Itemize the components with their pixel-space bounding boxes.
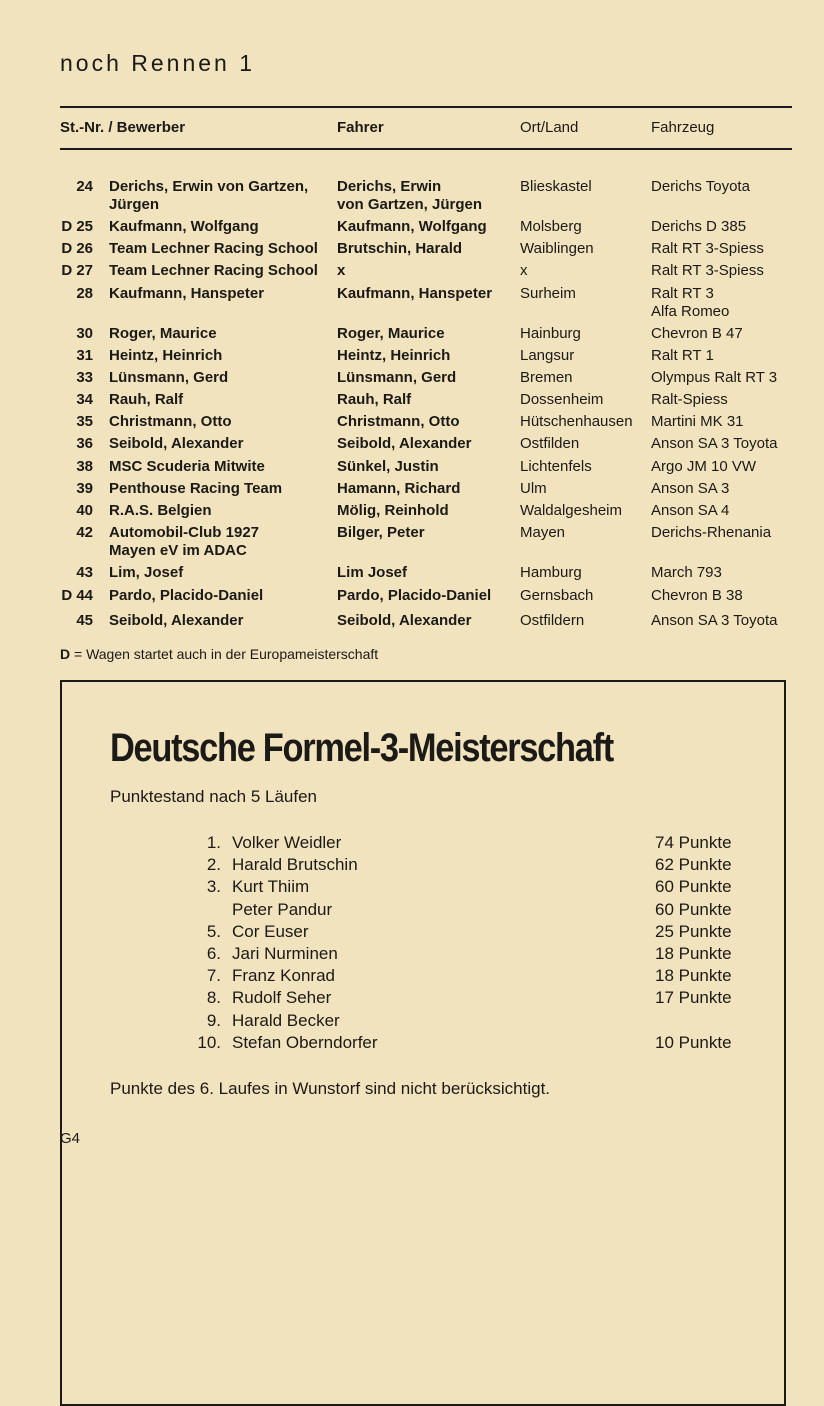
start-number: 35 [76, 413, 93, 430]
location-cell: Hütschenhausen [520, 413, 633, 430]
vehicle-cell [651, 612, 801, 630]
entrant-cell [109, 587, 337, 605]
vehicle-cell [651, 587, 801, 605]
entrant-cell [109, 612, 337, 630]
page-number: G4 [60, 1130, 81, 1147]
start-number: 36 [76, 435, 93, 452]
location-cell: Ostfildern [520, 612, 585, 629]
vehicle-cell [651, 347, 801, 365]
driver-line: Heintz, Heinrich [337, 347, 451, 364]
standing-position: 3. [206, 877, 221, 897]
location-cell: Ostfilden [520, 435, 580, 452]
vehicle-cell [651, 325, 801, 343]
driver-cell [337, 524, 517, 542]
standing-position: 5. [206, 921, 221, 941]
vehicle-cell [651, 458, 801, 476]
start-number: D 27 [61, 262, 93, 279]
vehicle-line: Martini MK 31 [651, 413, 744, 430]
entrant-cell [109, 564, 337, 582]
standing-points: 25 Punkte [655, 921, 732, 941]
start-number: 31 [76, 347, 93, 364]
entrant-line: Seibold, Alexander [109, 612, 244, 629]
entrant-cell [109, 347, 337, 365]
entrant-line: Lünsmann, Gerd [109, 369, 229, 386]
vehicle-cell [651, 413, 801, 431]
entrant-line: MSC Scuderia Mitwite [109, 458, 265, 475]
entrant-cell [109, 285, 337, 303]
page-heading: noch Rennen 1 [60, 50, 256, 76]
start-number: D 25 [61, 218, 93, 235]
entrant-line: Pardo, Placido-Daniel [109, 587, 264, 604]
driver-line: Christmann, Otto [337, 413, 460, 430]
vehicle-cell [651, 435, 801, 453]
entrant-cell [109, 524, 337, 560]
entrant-cell [109, 262, 337, 280]
vehicle-line: Ralt-Spiess [651, 391, 728, 408]
location-cell: Bremen [520, 369, 573, 386]
entrant-cell [109, 480, 337, 498]
driver-line: von Gartzen, Jürgen [337, 196, 483, 213]
start-number: 43 [76, 564, 93, 581]
location-cell: Mayen [520, 524, 566, 541]
driver-cell [337, 325, 517, 343]
start-number: 30 [76, 325, 93, 342]
location-cell: Waldalgesheim [520, 502, 622, 519]
vehicle-cell [651, 480, 801, 498]
start-number: 42 [76, 524, 93, 541]
driver-line: Hamann, Richard [337, 480, 461, 497]
driver-cell [337, 391, 517, 409]
driver-line: Mölig, Reinhold [337, 502, 449, 519]
standing-position: 10. [197, 1032, 221, 1052]
vehicle-line: Anson SA 3 Toyota [651, 612, 778, 629]
driver-cell [337, 262, 517, 280]
entrant-line: Lim, Josef [109, 564, 184, 581]
header-ort: Ort/Land [520, 119, 579, 136]
entrant-line: Rauh, Ralf [109, 391, 184, 408]
standing-position: 1. [206, 833, 221, 852]
standing-driver: Stefan Oberndorfer [232, 1032, 378, 1052]
driver-cell [337, 347, 517, 365]
vehicle-line: March 793 [651, 564, 722, 581]
driver-cell [337, 413, 517, 431]
start-number: 33 [76, 369, 93, 386]
driver-line: Brutschin, Harald [337, 240, 463, 257]
standing-driver: Jari Nurminen [232, 944, 338, 963]
footnote-text: = Wagen startet auch in der Europameisterschaft [74, 646, 379, 662]
entrant-line: Heintz, Heinrich [109, 347, 223, 364]
vehicle-cell [651, 502, 801, 520]
driver-cell [337, 369, 517, 387]
standing-points: 62 Punkte [655, 855, 732, 875]
driver-line: Rauh, Ralf [337, 391, 412, 408]
header-fahrer: Fahrer [337, 119, 384, 136]
location-cell: x [520, 262, 528, 279]
standing-position: 9. [206, 1010, 221, 1030]
location-cell: Hamburg [520, 564, 582, 581]
vehicle-line: Derichs Toyota [651, 178, 750, 195]
standing-position: 8. [206, 988, 221, 1008]
standing-position: 7. [206, 966, 221, 986]
driver-cell [337, 218, 517, 236]
entrant-cell [109, 502, 337, 520]
entrant-cell [109, 391, 337, 409]
entrant-line: Roger, Maurice [109, 325, 217, 342]
driver-line: Lünsmann, Gerd [337, 369, 457, 386]
vehicle-line: Ralt RT 1 [651, 347, 714, 364]
location-cell: Langsur [520, 347, 575, 364]
standing-position: 6. [206, 944, 221, 963]
location-cell: Hainburg [520, 325, 581, 342]
entrant-line: Kaufmann, Hanspeter [109, 285, 265, 302]
driver-line: Kaufmann, Wolfgang [337, 218, 487, 235]
start-number: D 26 [61, 240, 93, 257]
driver-line: x [337, 262, 346, 279]
driver-line: Sünkel, Justin [337, 458, 439, 475]
driver-line: Pardo, Placido-Daniel [337, 587, 492, 604]
standing-driver: Franz Konrad [232, 966, 335, 986]
entrant-line: Penthouse Racing Team [109, 480, 283, 497]
entrant-line: Seibold, Alexander [109, 435, 244, 452]
vehicle-line: Anson SA 3 [651, 480, 730, 497]
vehicle-cell [651, 391, 801, 409]
footnote-letter: D [60, 646, 71, 662]
driver-cell [337, 285, 517, 303]
table-top-rule [60, 106, 792, 108]
driver-line: Seibold, Alexander [337, 612, 472, 629]
standing-driver: Harald Becker [232, 1010, 340, 1030]
driver-cell [337, 564, 517, 582]
standing-driver: Harald Brutschin [232, 855, 358, 875]
location-cell: Dossenheim [520, 391, 604, 408]
standing-points: 74 Punkte [655, 833, 732, 852]
vehicle-line: Derichs D 385 [651, 218, 747, 235]
vehicle-cell [651, 262, 801, 280]
standing-driver: Kurt Thiim [232, 877, 310, 897]
driver-cell [337, 178, 517, 214]
vehicle-line: Anson SA 4 [651, 502, 730, 519]
entrant-line: Kaufmann, Wolfgang [109, 218, 259, 235]
entrant-cell [109, 325, 337, 343]
standing-points: 17 Punkte [655, 988, 732, 1008]
vehicle-cell [651, 218, 801, 236]
entrant-cell [109, 240, 337, 258]
table-header-rule [60, 148, 792, 150]
standing-driver: Cor Euser [232, 921, 309, 941]
championship-title: Deutsche Formel-3-Meisterschaft [110, 726, 613, 770]
vehicle-cell [651, 524, 801, 542]
entrant-cell [109, 435, 337, 453]
standing-points: 18 Punkte [655, 966, 732, 986]
vehicle-cell [651, 285, 801, 321]
standing-points: 60 Punkte [655, 877, 732, 897]
vehicle-line: Anson SA 3 Toyota [651, 435, 778, 452]
vehicle-line: Chevron B 38 [651, 587, 743, 604]
driver-line: Lim Josef [337, 564, 408, 581]
entrant-cell [109, 458, 337, 476]
location-cell: Molsberg [520, 218, 582, 235]
vehicle-line: Derichs-Rhenania [651, 524, 772, 541]
standing-points: 18 Punkte [655, 944, 732, 963]
start-number: 38 [76, 458, 93, 475]
driver-cell [337, 458, 517, 476]
standing-points: 60 Punkte [655, 899, 732, 919]
driver-line: Roger, Maurice [337, 325, 445, 342]
driver-line: Kaufmann, Hanspeter [337, 285, 493, 302]
vehicle-line: Ralt RT 3-Spiess [651, 240, 764, 257]
start-number: D 44 [61, 587, 93, 604]
start-number: 40 [76, 502, 93, 519]
entrant-cell [109, 218, 337, 236]
vehicle-line: Alfa Romeo [651, 303, 730, 320]
driver-cell [337, 240, 517, 258]
driver-cell [337, 587, 517, 605]
vehicle-line: Argo JM 10 VW [651, 458, 757, 475]
driver-line: Derichs, Erwin [337, 178, 442, 195]
entrant-line: Derichs, Erwin von Gartzen, [109, 178, 309, 195]
location-cell: Surheim [520, 285, 576, 302]
location-cell: Waiblingen [520, 240, 594, 257]
championship-note: Punkte des 6. Laufes in Wunstorf sind nicht berücksichtigt. [110, 1079, 551, 1098]
location-cell: Lichtenfels [520, 458, 592, 475]
entrant-line: R.A.S. Belgien [109, 502, 212, 519]
entrant-line: Team Lechner Racing School [109, 262, 318, 279]
location-cell: Blieskastel [520, 178, 592, 195]
entrant-cell [109, 178, 337, 214]
entrant-cell [109, 369, 337, 387]
championship-subtitle: Punktestand nach 5 Läufen [110, 787, 317, 806]
start-number: 34 [76, 391, 93, 408]
start-number: 45 [76, 612, 93, 629]
driver-cell [337, 612, 517, 630]
vehicle-cell [651, 178, 801, 196]
driver-cell [337, 435, 517, 453]
start-number: 39 [76, 480, 93, 497]
entrant-line: Mayen eV im ADAC [109, 542, 247, 559]
driver-line: Seibold, Alexander [337, 435, 472, 452]
standing-points: 10 Punkte [655, 1032, 732, 1052]
driver-cell [337, 502, 517, 520]
vehicle-cell [651, 240, 801, 258]
start-number: 24 [76, 178, 93, 195]
vehicle-line: Ralt RT 3 [651, 285, 714, 302]
entrant-line: Team Lechner Racing School [109, 240, 318, 257]
footnote [60, 646, 378, 662]
header-fahrzeug: Fahrzeug [651, 119, 715, 136]
driver-cell [337, 480, 517, 498]
standing-driver: Peter Pandur [232, 899, 333, 919]
vehicle-line: Olympus Ralt RT 3 [651, 369, 778, 386]
standing-driver: Volker Weidler [232, 833, 342, 852]
entrant-line: Automobil-Club 1927 [109, 524, 260, 541]
entrant-line: Christmann, Otto [109, 413, 232, 430]
entrant-line: Jürgen [109, 196, 160, 213]
entrant-cell [109, 413, 337, 431]
driver-line: Bilger, Peter [337, 524, 425, 541]
vehicle-line: Ralt RT 3-Spiess [651, 262, 764, 279]
start-number: 28 [76, 285, 93, 302]
vehicle-cell [651, 564, 801, 582]
location-cell: Gernsbach [520, 587, 594, 604]
vehicle-line: Chevron B 47 [651, 325, 743, 342]
header-nr-bewerber: St.-Nr. / Bewerber [60, 119, 186, 136]
standing-driver: Rudolf Seher [232, 988, 332, 1008]
vehicle-cell [651, 369, 801, 387]
standing-position: 2. [206, 855, 221, 875]
location-cell: Ulm [520, 480, 547, 497]
